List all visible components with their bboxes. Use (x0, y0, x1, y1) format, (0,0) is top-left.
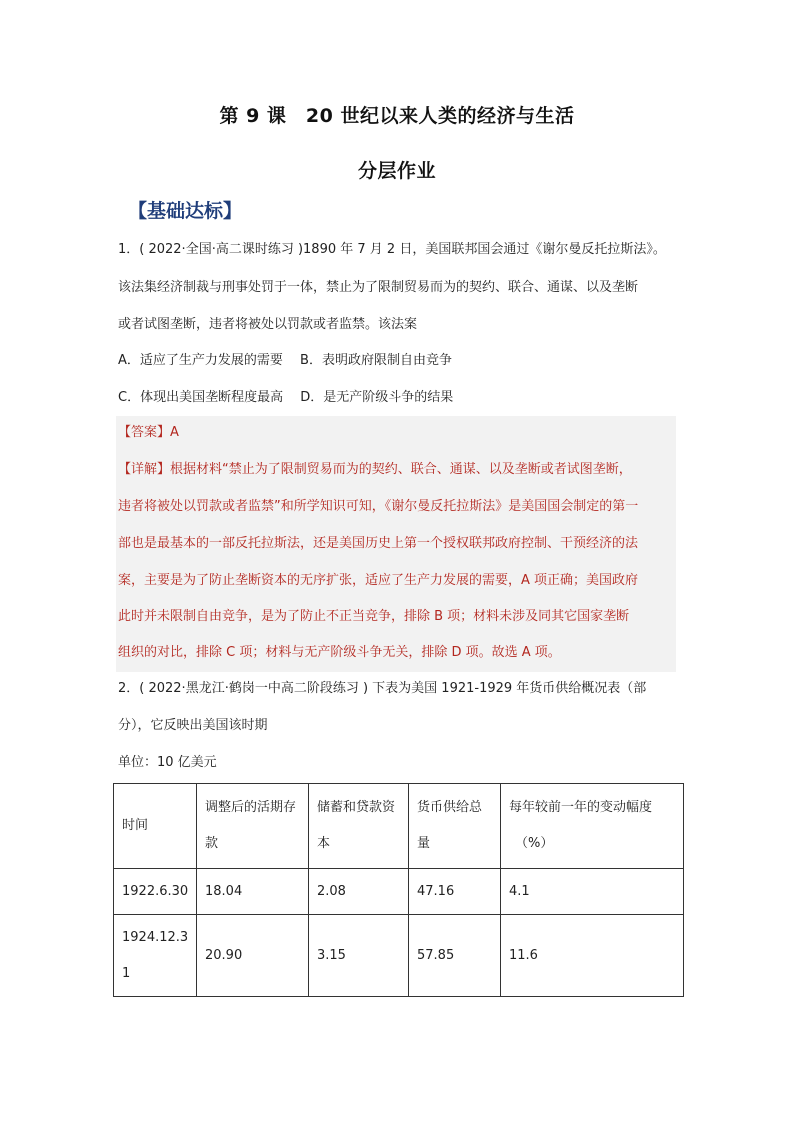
header-text: 货币供给总 (417, 800, 483, 815)
table-cell (114, 915, 197, 997)
lesson-title: 第 9 课 20 世纪以来人类的经济与生活 (219, 105, 575, 127)
table-cell (114, 869, 197, 915)
header-cell-money-supply (409, 784, 501, 869)
header-text: 储蓄和贷款资 (317, 800, 396, 815)
cell-text: 1922.6.30 (122, 883, 189, 899)
table-cell (309, 915, 409, 997)
table-header-row (114, 784, 684, 869)
cell-text: 47.16 (417, 883, 455, 899)
lesson-subtitle: 分层作业 (357, 160, 436, 182)
q2-unit-label: 单位：10 亿美元 (118, 755, 217, 770)
q2-stem-line-1: 2．( 2022·黑龙江·鹤岗一中高二阶段练习 ) 下表为美国 1921-1929 年货币供给概况表（部 (118, 681, 647, 696)
q1-answer: 【答案】A (118, 425, 179, 440)
table-cell (501, 869, 684, 915)
header-text: 款 (205, 836, 219, 851)
table-row (114, 869, 684, 915)
money-supply-table (113, 783, 684, 997)
header-cell-savings-capital (309, 784, 409, 869)
q1-detail-line-4: 案，主要是为了防止垄断资本的无序扩张，适应了生产力发展的需要，A 项正确；美国政府 (118, 573, 639, 588)
cell-text: 20.90 (205, 947, 243, 963)
table-cell (501, 915, 684, 997)
q1-detail-line-1: 【详解】根据材料“禁止为了限制贸易而为的契约、联合、通谋、以及垄断或者试图垄断， (118, 462, 632, 477)
cell-text: 2.08 (317, 883, 346, 899)
q1-options-line-2: C．体现出美国垄断程度最高 D．是无产阶级斗争的结果 (118, 390, 454, 405)
table-cell (409, 869, 501, 915)
q1-options-line-1: A．适应了生产力发展的需要 B．表明政府限制自由竞争 (118, 353, 452, 368)
q1-detail-line-2: 违者将被处以罚款或者监禁”和所学知识可知，《谢尔曼反托拉斯法》是美国国会制定的第一 (118, 499, 639, 514)
table-cell (309, 869, 409, 915)
header-cell-time (114, 784, 197, 869)
header-text: 时间 (122, 818, 149, 833)
q2-stem-line-2: 分），它反映出美国该时期 (118, 718, 268, 733)
table-cell (197, 915, 309, 997)
cell-text: 1924.12.3 (122, 929, 189, 945)
header-cell-demand-deposits (197, 784, 309, 869)
table-cell (409, 915, 501, 997)
header-text: 调整后的活期存 (205, 800, 297, 815)
header-cell-annual-change (501, 784, 684, 869)
header-text: 每年较前一年的变动幅度 (509, 800, 653, 815)
cell-text: 3.15 (317, 947, 346, 963)
cell-text: 18.04 (205, 883, 243, 899)
q1-detail-line-3: 部也是最基本的一部反托拉斯法，还是美国历史上第一个授权联邦政府控制、干预经济的法 (118, 536, 639, 551)
header-text: 本 (317, 836, 331, 851)
cell-text: 1 (122, 965, 131, 981)
q1-detail-line-5: 此时并未限制自由竞争，是为了防止不正当竞争，排除 B 项；材料未涉及同其它国家垄断 (118, 609, 630, 624)
cell-text: 57.85 (417, 947, 455, 963)
q1-stem-line-2: 该法集经济制裁与刑事处罚于一体，禁止为了限制贸易而为的契约、联合、通谋、以及垄断 (118, 280, 639, 295)
table-cell (197, 869, 309, 915)
cell-text: 4.1 (509, 883, 530, 899)
q1-detail-line-6: 组织的对比，排除 C 项；材料与无产阶级斗争无关，排除 D 项。故选 A 项。 (118, 645, 561, 660)
q1-stem-line-1: 1．( 2022·全国·高二课时练习 )1890 年 7 月 2 日，美国联邦国会通过《谢尔曼反托拉斯法》。 (118, 242, 666, 257)
q1-stem-line-3: 或者试图垄断，违者将被处以罚款或者监禁。该法案 (118, 317, 418, 332)
cell-text: 11.6 (509, 947, 538, 963)
section-heading: 【基础达标】 (128, 200, 243, 222)
header-text: 量 (417, 836, 431, 851)
table-row (114, 915, 684, 997)
header-text: （%） (515, 836, 554, 851)
